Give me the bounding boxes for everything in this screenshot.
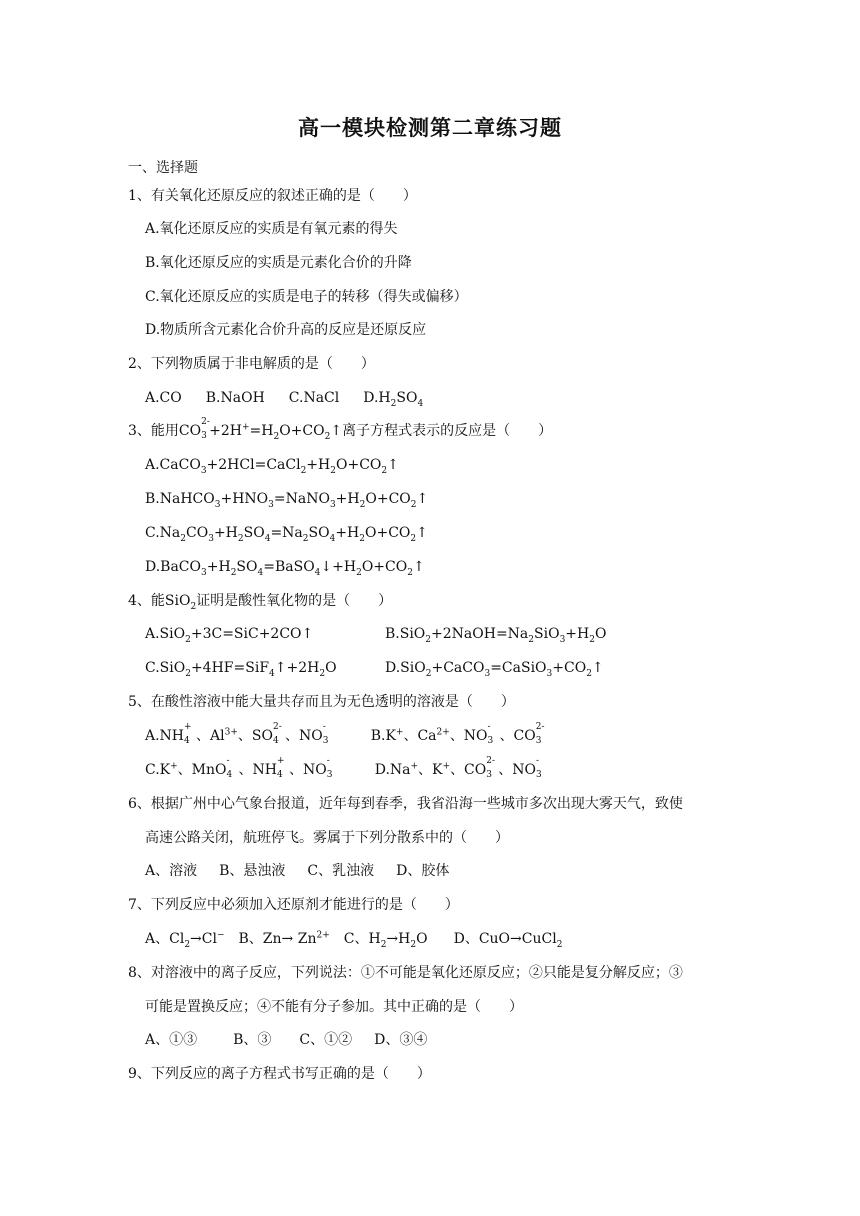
formula-part: +4HF=SiF [190, 660, 270, 676]
formula-subscript: 2 [230, 567, 237, 578]
formula-part: 、Al [196, 728, 225, 744]
question-5-option-b [370, 722, 548, 746]
formula-index-stack: - 3 [322, 722, 329, 746]
formula-index-stack: 2- 4 [272, 722, 282, 746]
question-9-stem: 9、下列反应的离子方程式书写正确的是（ ） [128, 1066, 431, 1082]
question-5-stem: 5、在酸性溶液中能大量共存而且为无色透明的溶液是（ ） [128, 694, 515, 710]
formula-superscript: + [442, 761, 451, 772]
formula-part: +H [335, 491, 360, 507]
formula-subscript: 4 [257, 567, 264, 578]
formula-part: →Cl [190, 931, 217, 947]
formula-part: ↓+H [320, 559, 357, 575]
formula-part: 、CO [450, 762, 487, 778]
question-7-options [145, 929, 562, 949]
formula-part: +HNO [220, 491, 269, 507]
formula-part: B.SiO [385, 626, 426, 642]
formula-part: O [594, 626, 607, 642]
question-1-option-a: A.氧化还原反应的实质是有氧元素的得失 [145, 221, 398, 237]
formula-part: O [325, 660, 337, 676]
formula-part: ↑ [591, 660, 604, 676]
question-5-option-a [145, 722, 335, 746]
question-2-option-b: B.NaOH [205, 390, 265, 406]
question-1-option-b: B.氧化还原反应的实质是元素化合价的升降 [145, 255, 412, 271]
question-3-option-a [145, 455, 399, 475]
question-8-stem-line-1: 8、对溶液中的离子反应，下列说法：①不可能是氧化还原反应；②只能是复分解反应；③ [128, 965, 683, 981]
formula-subscript: 2 [586, 668, 592, 679]
formula-part: +H [206, 559, 231, 575]
formula-part: A.SiO [145, 626, 186, 642]
document-title: 高一模块检测第二章练习题 [298, 115, 562, 140]
question-3-option-b [145, 489, 428, 509]
formula-part: ↑ [387, 457, 399, 473]
formula-index-stack: 2- 3 [486, 756, 496, 780]
question-4-option-c [145, 658, 337, 678]
formula-part: O [416, 931, 428, 947]
formula-part: SO [236, 559, 258, 575]
formula-part: +2HCl=CaCl [206, 457, 301, 473]
question-6-options [145, 861, 449, 881]
formula-subscript: 2 [410, 939, 417, 950]
question-4-option-b [385, 624, 606, 644]
question-4-option-a [145, 624, 313, 644]
question-8-option-c: C、①② [299, 1032, 353, 1048]
formula-subscript: 2 [302, 533, 309, 544]
formula-part: D.SiO [385, 660, 426, 676]
formula-index-stack: 2- 3 [535, 722, 545, 746]
formula-index-stack: - 3 [536, 756, 542, 780]
formula-subscript: 2 [237, 533, 244, 544]
formula-part: SO [308, 525, 330, 541]
formula-part: 、NO [288, 762, 327, 778]
formula-superscript: + [410, 761, 419, 772]
question-2-option-c: C.NaCl [288, 390, 340, 406]
formula-index-stack: - 3 [487, 722, 494, 746]
formula-subscript: 2 [324, 431, 331, 442]
formula-subscript: 2 [330, 465, 336, 476]
formula-subscript: 3 [329, 499, 336, 510]
question-2-option-d [363, 390, 424, 409]
formula-part: C、H [343, 931, 381, 947]
formula-subscript: 4 [264, 533, 271, 544]
formula-subscript: 2 [185, 668, 191, 679]
formula-part: B、Zn→ Zn [238, 931, 317, 947]
formula-part: +H [565, 626, 590, 642]
formula-superscript: 3+ [224, 727, 238, 738]
formula-part: A.CaCO [145, 457, 201, 473]
formula-subscript: 3 [214, 499, 221, 510]
formula-part: O+CO [335, 457, 382, 473]
question-5-options-row-1 [145, 722, 548, 746]
formula-part: ↑+2H [274, 660, 320, 676]
formula-subscript: 3 [484, 668, 491, 679]
question-4-option-d [385, 658, 604, 678]
formula-part: +H [335, 525, 360, 541]
question-2-options [145, 388, 423, 408]
question-1-option-c: C.氧化还原反应的实质是电子的转移（得失或偏移） [145, 289, 468, 305]
formula-subscript: 2 [410, 499, 417, 510]
question-3-option-c [145, 523, 428, 543]
formula-part: C.K [145, 762, 171, 778]
formula-part: SiO [534, 626, 560, 642]
formula-part: =NaNO [273, 491, 330, 507]
formula-part: O+CO [365, 491, 411, 507]
formula-part: =BaSO [263, 559, 315, 575]
formula-subscript: 3 [208, 533, 214, 544]
formula-subscript: 3 [200, 465, 207, 476]
question-1-option-d: D.物质所含元素化合价升高的反应是还原反应 [145, 322, 427, 338]
formula-index-stack: + 4 [184, 722, 192, 746]
stem-part: O+CO [279, 423, 325, 439]
question-1-stem: 1、有关氧化还原反应的叙述正确的是（ ） [128, 188, 417, 204]
question-6-option-d: D、胶体 [396, 863, 450, 879]
formula-part: +3C=SiC+2CO↑ [190, 626, 314, 642]
formula-part: CO [186, 525, 209, 541]
formula-part: ↑ [416, 491, 429, 507]
formula-part: ↑ [416, 525, 428, 541]
stem-part: ↑离子方程式表示的反应是（ ） [330, 423, 553, 439]
formula-subscript: 2 [319, 668, 326, 679]
formula-part: D.Na [374, 762, 411, 778]
formula-subscript: 2 [407, 567, 413, 578]
formula-index-stack: - 3 [326, 756, 333, 780]
formula-subscript: 3 [559, 634, 566, 645]
question-5-option-d [374, 756, 548, 780]
formula-part: 、Ca [403, 728, 437, 744]
formula-superscript: 2+ [316, 930, 330, 941]
formula-part: +CO [552, 660, 587, 676]
formula-part: 、NO [449, 728, 488, 744]
formula-subscript: 2 [190, 601, 197, 612]
formula-superscript: + [241, 422, 250, 433]
question-3-option-d [145, 557, 425, 577]
question-8-option-d: D、③④ [374, 1032, 428, 1048]
formula-part: A、Cl [145, 931, 185, 947]
formula-part: 、NO [498, 762, 536, 778]
formula-index-stack: - 4 [226, 756, 233, 780]
formula-part: D、CuO→CuCl [453, 931, 557, 947]
stem-part: 证明是酸性氧化物的是（ ） [196, 593, 393, 609]
question-6-stem-line-2: 高速公路关闭，航班停飞。雾属于下列分散系中的（ ） [145, 830, 509, 846]
formula-subscript: 2 [359, 499, 366, 510]
formula-part: C.SiO [145, 660, 186, 676]
formula-subscript: 2 [528, 634, 535, 645]
stem-part: 3、能用CO [128, 423, 202, 439]
formula-part: D.H [363, 390, 391, 406]
question-7-option-a [145, 930, 225, 950]
formula-part: =Na [270, 525, 303, 541]
formula-subscript: 2 [300, 465, 307, 476]
formula-subscript: 2 [180, 533, 186, 544]
formula-part: 、CO [499, 728, 536, 744]
formula-part: C.Na [145, 525, 181, 541]
question-3-stem: 3、能用CO 2- 3 $+2H^+=H_2O+CO_2↑$离子方程式表示的反应是（ ） [128, 417, 553, 442]
formula-subscript: 2 [356, 567, 362, 578]
formula-part: +CaCO [431, 660, 485, 676]
formula-subscript: 2 [273, 431, 280, 442]
formula-part: SO [243, 525, 265, 541]
question-8-option-b: B、③ [233, 1032, 272, 1048]
formula-subscript: 2 [589, 634, 595, 645]
question-2-stem: 2、下列物质属于非电解质的是（ ） [128, 356, 375, 372]
formula-part: 、SO [237, 728, 273, 744]
formula-part: B.NaHCO [145, 491, 215, 507]
question-8-stem-line-2: 可能是置换反应；④不能有分子参加。其中正确的是（ ） [145, 999, 523, 1015]
question-4-stem [128, 591, 392, 611]
formula-subscript: 2 [425, 634, 432, 645]
formula-superscript: + [170, 761, 178, 772]
formula-part: A.NH [145, 728, 185, 744]
formula-part: =CaSiO [490, 660, 547, 676]
formula-subscript: 2 [410, 533, 417, 544]
formula-subscript: 2 [425, 668, 432, 679]
formula-part: 、NO [284, 728, 323, 744]
question-5-options-row-2 [145, 756, 548, 780]
question-8-option-a: A、①③ [145, 1032, 198, 1048]
formula-subscript: 4 [269, 668, 275, 679]
question-5-option-c [145, 756, 339, 780]
formula-subscript: 2 [185, 634, 191, 645]
formula-part: +2NaOH=Na [431, 626, 529, 642]
formula-subscript: 4 [329, 533, 336, 544]
formula-subscript: 2 [390, 398, 397, 409]
section-heading: 一、选择题 [128, 160, 198, 176]
question-7-option-b [239, 931, 330, 947]
question-6-option-b: B、悬浊液 [219, 863, 286, 879]
formula-subscript: 2 [556, 939, 563, 950]
formula-part: 、K [418, 762, 443, 778]
question-7-option-d [453, 931, 563, 950]
formula-superscript: 2+ [436, 727, 450, 738]
formula-part: O+CO [365, 525, 411, 541]
formula-superscript: + [395, 727, 404, 738]
question-7-stem: 7、下列反应中必须加入还原剂才能进行的是（ ） [128, 897, 459, 913]
stem-part: +2H [209, 423, 242, 439]
formula-part: 、NH [238, 762, 277, 778]
formula-subscript: 2 [380, 939, 387, 950]
formula-part: 、MnO [177, 762, 227, 778]
formula-subscript: 2 [381, 465, 388, 476]
formula-part: O+CO [361, 559, 408, 575]
formula-index-stack: + 4 [276, 756, 285, 780]
formula-subscript: 4 [314, 567, 321, 578]
formula-part: +H [213, 525, 238, 541]
formula-subscript: 3 [201, 567, 207, 578]
formula-part: +H [306, 457, 331, 473]
question-8-options [145, 1030, 427, 1050]
question-6-option-c: C、乳浊液 [307, 863, 375, 879]
stem-part: 4、能SiO [128, 593, 191, 609]
formula-subscript: 3 [546, 668, 553, 679]
formula-subscript: 4 [417, 398, 424, 409]
formula-part: D.BaCO [145, 559, 201, 575]
question-6-stem-line-1: 6、根据广州中心气象台报道，近年每到春季，我省沿海一些城市多次出现大雾天气，致使 [128, 796, 683, 812]
question-2-option-a: A.CO [145, 390, 182, 406]
question-7-option-c [343, 931, 428, 950]
formula-superscript: − [216, 930, 225, 941]
stem-part: =H [249, 423, 274, 439]
formula-part: B.K [370, 728, 396, 744]
formula-part: ↑ [412, 559, 425, 575]
formula-part: SO [396, 390, 418, 406]
formula-subscript: 2 [359, 533, 365, 544]
question-6-option-a: A、溶液 [145, 863, 198, 879]
formula-subscript: 2 [184, 939, 191, 950]
formula-part: →H [386, 931, 411, 947]
formula-subscript: 3 [268, 499, 274, 510]
